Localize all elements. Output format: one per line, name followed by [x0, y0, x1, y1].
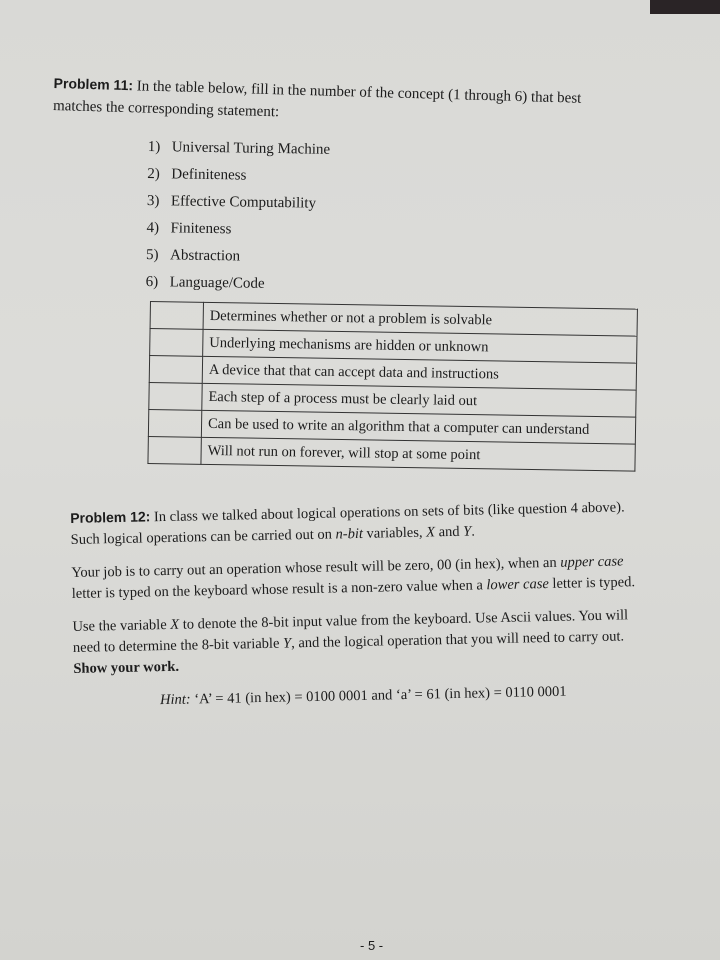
- answer-cell[interactable]: [149, 356, 202, 384]
- concept-item: 3) Effective Computability: [146, 192, 317, 212]
- statement-cell: Each step of a process must be clearly laid out: [202, 383, 636, 417]
- answer-cell[interactable]: [150, 329, 203, 357]
- concept-item: 1) Universal Turing Machine: [147, 138, 331, 158]
- answer-cell[interactable]: [150, 302, 203, 330]
- problem-11-heading: [53, 72, 654, 134]
- problem-12-task: Your job is to carry out an operation whose result will be zero, 00 (in hex), when an upper case letter is typed on the keyboard whose result is a non-zero value when a lower case letter is typed.: [71, 553, 636, 602]
- concept-list: [145, 134, 448, 301]
- hint-label: Hint:: [159, 691, 191, 709]
- problem-12-intro: Problem 12: In class we talked about logical operations on sets of bits (like question 4 above). Such logical operations can be carried out on n-bit variables, X and Y.: [70, 499, 625, 548]
- statement-cell: A device that that can accept data and instructions: [202, 356, 636, 390]
- concept-item: 5) Abstraction: [145, 246, 241, 265]
- statement-cell: Determines whether or not a problem is solvable: [203, 302, 637, 336]
- matching-table: [147, 301, 638, 472]
- problem-12-label: Problem 12:: [70, 508, 151, 526]
- problem-11-text-1: In the table below, fill in the number of the concept (1 through 6) that best: [132, 78, 582, 107]
- problem-11-label: Problem 11:: [53, 74, 134, 94]
- concept-item: 6) Language/Code: [145, 273, 265, 292]
- answer-cell[interactable]: [148, 436, 201, 464]
- hint-line: [160, 680, 644, 711]
- hint-text: ‘A’ = 41 (in hex) = 0100 0001 and ‘a’ = 61 (in hex) = 0110 0001: [190, 683, 567, 708]
- statement-cell: Will not run on forever, will stop at some point: [201, 437, 635, 471]
- concept-item: 2) Definiteness: [147, 165, 247, 184]
- concept-item: 4) Finiteness: [146, 219, 232, 238]
- problem-12: [70, 496, 644, 725]
- problem-12-instructions: Use the variable X to denote the 8-bit input value from the keyboard. Use Ascii values. You will need to determine the 8-bit variable Y, and the logical operation that you will need to carry out. Show your work.: [72, 607, 629, 677]
- page-number: - 5 -: [360, 938, 384, 953]
- statement-cell: Can be used to write an algorithm that a computer can understand: [201, 410, 635, 444]
- answer-cell[interactable]: [148, 409, 201, 437]
- statement-cell: Underlying mechanisms are hidden or unknown: [203, 329, 637, 363]
- answer-cell[interactable]: [149, 382, 202, 410]
- problem-11-text-2: matches the corresponding statement:: [52, 97, 280, 121]
- background-corner: [650, 0, 720, 14]
